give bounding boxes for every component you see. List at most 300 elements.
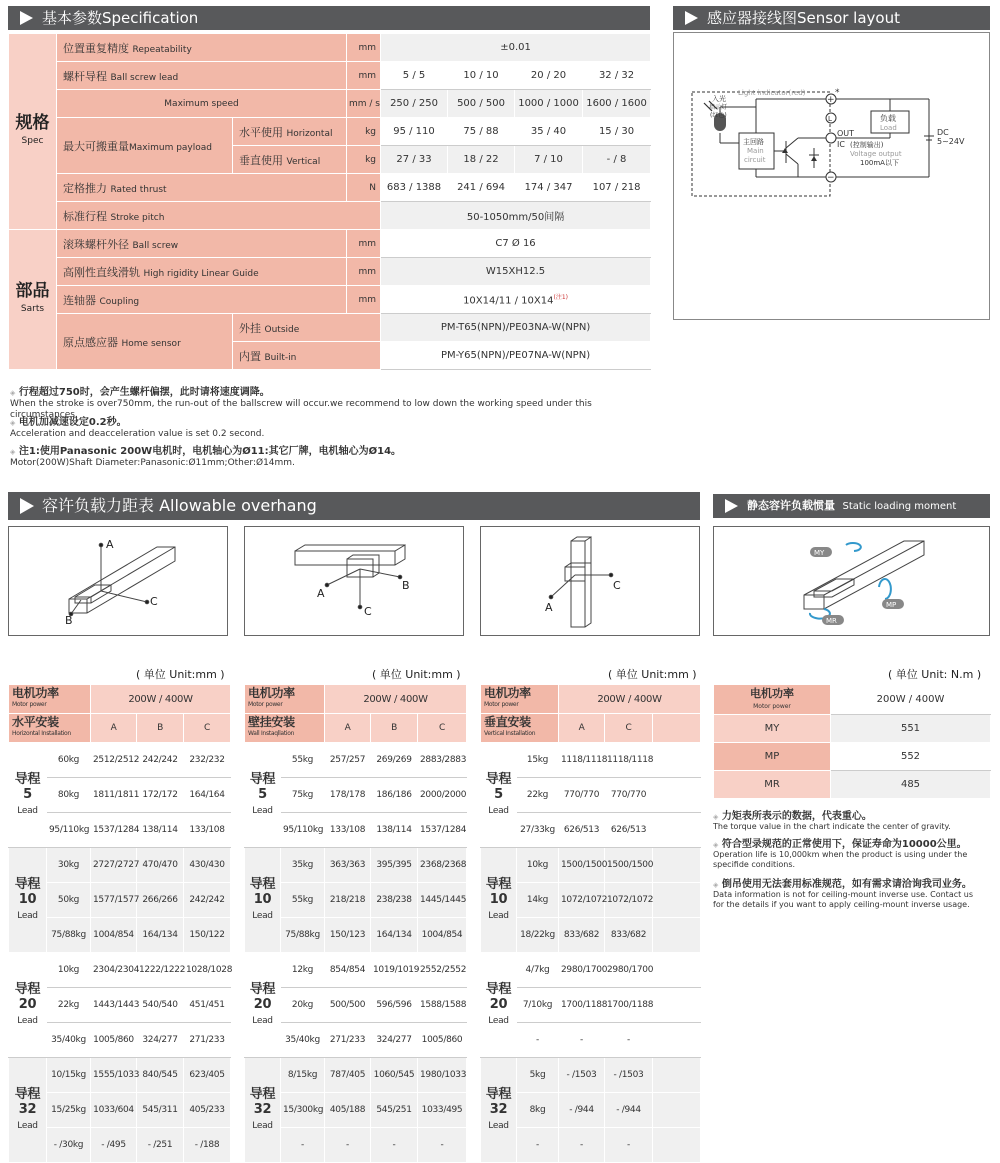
horizontal-label: 水平使用 Horizontal <box>233 118 347 146</box>
plus-mark: + <box>827 95 835 105</box>
builtin-label: 内置 Built-in <box>233 342 381 370</box>
cell: 95 / 110 <box>381 118 448 146</box>
value-cell: 451/451 <box>184 988 231 1023</box>
note-1: ◈ 行程超过750时，会产生螺杆偏摆，此时请将速度调降。 When the stroke is over750mm, the run-out of the ballscrew will occur.we recommend to low down the working speed under this circumstances. <box>10 387 592 420</box>
load-cell: 15/300kg <box>281 1093 325 1128</box>
label-mr: MR <box>826 617 837 625</box>
coupling-value: $10X14/11 / 10X14^{(注1)}$ <box>381 286 651 314</box>
moment-name: MP <box>714 743 831 771</box>
mount-label: 水平安装 Horizontal Installation <box>9 714 91 743</box>
label-a: A <box>545 601 553 614</box>
table-row <box>245 953 467 988</box>
load-en: Load <box>880 124 897 132</box>
unit: mm <box>347 34 381 62</box>
note-3: ◈ 注1:使用Panasonic 200W电机时，电机轴心为Ø11:其它厂牌，电机轴心为Ø14。 Motor(200W)Shaft Diameter:Panasonic:Ø11mm;Other:Ø14mm. <box>10 446 402 468</box>
moment-value: 485 <box>831 771 991 799</box>
unit-label-3: ( 单位 Unit:mm ) <box>608 668 697 681</box>
value-cell: 1443/1443 <box>91 988 137 1023</box>
value-cell: 395/395 <box>371 848 418 883</box>
cell: 500 / 500 <box>448 90 515 118</box>
value-cell: 1500/1500 <box>559 848 605 883</box>
thrust-label: 定格推力 Rated thrust <box>57 174 347 202</box>
minus-mark: − <box>827 173 835 183</box>
value-cell: 545/311 <box>137 1093 184 1128</box>
out-label: OUT <box>837 129 855 138</box>
coupling-label: 连轴器 Coupling <box>57 286 347 314</box>
cell: 241 / 694 <box>448 174 515 202</box>
blank-cell <box>653 848 701 883</box>
moment-note-1: ◈ 力矩表所表示的数据，代表重心。 The torque value in the chart indicate the center of gravity. <box>713 811 951 831</box>
sensor-title: 感应器接线图Sensor layout <box>707 9 900 27</box>
col-b: B <box>371 714 418 743</box>
value-cell: - <box>605 1023 653 1058</box>
cell: 32 / 32 <box>583 62 651 90</box>
value-cell: 2727/2727 <box>91 848 137 883</box>
cell: 1600 / 1600 <box>583 90 651 118</box>
label-c: C <box>364 605 372 618</box>
motor-label: 电机功率 Motor power <box>245 685 325 714</box>
cell: 1000 / 1000 <box>515 90 583 118</box>
value-cell: - /188 <box>184 1128 231 1163</box>
moment-value: 552 <box>831 743 991 771</box>
value-cell: 138/114 <box>137 813 184 848</box>
lead-label: 螺杆导程 Ball screw lead <box>57 62 347 90</box>
value-cell: 1072/1072 <box>605 883 653 918</box>
blank-cell <box>653 778 701 813</box>
guide-label: 高刚性直线滑轨 High rigidity Linear Guide <box>57 258 347 286</box>
arrow-icon <box>725 499 738 513</box>
value-cell: 1445/1445 <box>418 883 467 918</box>
value-cell: 770/770 <box>559 778 605 813</box>
cell: 75 / 88 <box>448 118 515 146</box>
side-parts: 部品 Sarts <box>9 230 57 370</box>
value-cell: 133/108 <box>184 813 231 848</box>
value-cell: 1005/860 <box>91 1023 137 1058</box>
label-c: C <box>613 579 621 592</box>
payload-label: 最大可搬重量Maximum payload <box>57 118 233 174</box>
value-cell: 271/233 <box>184 1023 231 1058</box>
blank-cell <box>653 918 701 953</box>
value-cell: 470/470 <box>137 848 184 883</box>
value-cell: 1005/860 <box>418 1023 467 1058</box>
load-cell: 75kg <box>281 778 325 813</box>
value-cell: 164/164 <box>184 778 231 813</box>
outside-value: PM-T65(NPN)/PE03NA-W(NPN) <box>381 314 651 342</box>
value-cell: 242/242 <box>137 743 184 778</box>
load-cell: 35kg <box>281 848 325 883</box>
label-b: B <box>65 614 73 627</box>
screw-value: C7 Ø 16 <box>381 230 651 258</box>
value-cell: 133/108 <box>325 813 371 848</box>
value-cell: 840/545 <box>137 1058 184 1093</box>
cell: 107 / 218 <box>583 174 651 202</box>
outside-label: 外挂 Outside <box>233 314 381 342</box>
light-indicator-label: Light indicator(red) <box>738 89 806 97</box>
main-en: Main <box>747 147 764 155</box>
load-cell: 27/33kg <box>517 813 559 848</box>
col-c: C <box>605 714 653 743</box>
label-mp: MP <box>886 601 897 609</box>
builtin-value: PM-Y65(NPN)/PE07NA-W(NPN) <box>381 342 651 370</box>
note-2: ◈ 电机加减速设定0.2秒。 Acceleration and deacceleration value is set 0.2 second. <box>10 417 265 439</box>
lead-cell: 导程 5 Lead <box>245 743 281 848</box>
value-cell: 2883/2883 <box>418 743 467 778</box>
load-cell: 15/25kg <box>47 1093 91 1128</box>
sensor-label: 原点感应器 Home sensor <box>57 314 233 370</box>
load-cell: 20kg <box>281 988 325 1023</box>
value-cell: 1033/604 <box>91 1093 137 1128</box>
motor-label: 电机功率 Motor power <box>481 685 559 714</box>
value-cell: 150/123 <box>325 918 371 953</box>
fig-wall <box>244 526 464 636</box>
value-cell: 2552/2552 <box>418 953 467 988</box>
value-cell: 1019/1019 <box>371 953 418 988</box>
value-cell: - /944 <box>559 1093 605 1128</box>
col-a: A <box>559 714 605 743</box>
load-cell: 14kg <box>517 883 559 918</box>
value-cell: 596/596 <box>371 988 418 1023</box>
value-cell: - /1503 <box>605 1058 653 1093</box>
moment-name: MY <box>714 715 831 743</box>
power-value: 200W / 400W <box>91 685 231 714</box>
blank-col <box>653 714 701 743</box>
value-cell: - <box>325 1128 371 1163</box>
moment-note-2: ◈ 符合型录规范的正常使用下，保证寿命为10000公里。 Operation life is 10,000km when the product is using under the specifide conditions. <box>713 839 968 869</box>
load-cell: 80kg <box>47 778 91 813</box>
repeat-value: ±0.01 <box>381 34 651 62</box>
value-cell: 405/188 <box>325 1093 371 1128</box>
lead-cell: 导程 20 Lead <box>9 953 47 1058</box>
ic-cn: (控制输出) <box>850 141 884 149</box>
load-cell: - <box>281 1128 325 1163</box>
table-row <box>245 1058 467 1093</box>
unit-label-2: ( 单位 Unit:mm ) <box>372 668 461 681</box>
value-cell: 2304/2304 <box>91 953 137 988</box>
label-my: MY <box>814 549 825 557</box>
value-cell: 257/257 <box>325 743 371 778</box>
blank-cell <box>653 1128 701 1163</box>
power-value: 200W / 400W <box>559 685 701 714</box>
table-row <box>481 953 701 988</box>
voltage-label: Voltage output <box>850 150 902 158</box>
value-cell: 1577/1577 <box>91 883 137 918</box>
blank-cell <box>653 953 701 988</box>
value-cell: 405/233 <box>184 1093 231 1128</box>
load-cell: 4/7kg <box>517 953 559 988</box>
value-cell: 1555/1033 <box>91 1058 137 1093</box>
load-cell: - /30kg <box>47 1128 91 1163</box>
blank-cell <box>653 1023 701 1058</box>
value-cell: 269/269 <box>371 743 418 778</box>
value-cell: 1980/1033 <box>418 1058 467 1093</box>
load-cn: 负载 <box>880 114 896 123</box>
label-c: C <box>150 595 158 608</box>
value-cell: 150/122 <box>184 918 231 953</box>
load-cell: 30kg <box>47 848 91 883</box>
value-cell: 833/682 <box>605 918 653 953</box>
cell: - / 8 <box>583 146 651 174</box>
speed-label: Maximum speed <box>57 90 347 118</box>
value-cell: 1004/854 <box>91 918 137 953</box>
value-cell: - <box>418 1128 467 1163</box>
table-row <box>481 743 701 778</box>
value-cell: 833/682 <box>559 918 605 953</box>
col-a: A <box>325 714 371 743</box>
arrow-icon <box>20 498 34 514</box>
table-row <box>245 743 467 778</box>
table-row <box>9 743 231 778</box>
moment-header <box>713 494 990 518</box>
value-cell: 164/134 <box>137 918 184 953</box>
moment-table <box>713 684 991 799</box>
cell: 250 / 250 <box>381 90 448 118</box>
value-cell: 1537/1284 <box>418 813 467 848</box>
col-c: C <box>184 714 231 743</box>
value-cell: 2980/1700 <box>605 953 653 988</box>
table-row <box>9 953 231 988</box>
motor-label: 电机功率 Motor power <box>9 685 91 714</box>
blank-cell <box>653 1093 701 1128</box>
value-cell: 1118/1118 <box>605 743 653 778</box>
main-cn: 主回路 <box>743 138 764 146</box>
value-cell: 2512/2512 <box>91 743 137 778</box>
value-cell: 2980/1700 <box>559 953 605 988</box>
load-cell: 18/22kg <box>517 918 559 953</box>
lead-cell: 导程 32 Lead <box>245 1058 281 1163</box>
value-cell: - <box>559 1023 605 1058</box>
light-cn: 指示灯 <box>709 104 728 111</box>
col-b: B <box>137 714 184 743</box>
stroke-value: 50-1050mm/50间隔 <box>381 202 651 230</box>
sensor-header <box>673 6 990 30</box>
mount-label: 垂直安装 Vertical Installation <box>481 714 559 743</box>
blank-cell <box>653 988 701 1023</box>
repeat-label: 位置重复精度 Repeatability <box>57 34 347 62</box>
value-cell: 1500/1500 <box>605 848 653 883</box>
moment-title: 静态容许负载惯量 <box>747 499 835 512</box>
unit: kg <box>347 146 381 174</box>
load-cell: 35/40kg <box>47 1023 91 1058</box>
value-cell: 1811/1811 <box>91 778 137 813</box>
cell: 5 / 5 <box>381 62 448 90</box>
dc-voltage: 5~24V <box>937 137 965 146</box>
unit: mm <box>347 286 381 314</box>
value-cell: - <box>371 1128 418 1163</box>
lead-cell: 导程 5 Lead <box>481 743 517 848</box>
value-cell: 178/178 <box>325 778 371 813</box>
fig-horizontal <box>8 526 228 636</box>
value-cell: 2368/2368 <box>418 848 467 883</box>
value-cell: - /944 <box>605 1093 653 1128</box>
spec-header <box>8 6 650 30</box>
unit: mm <box>347 230 381 258</box>
value-cell: - /251 <box>137 1128 184 1163</box>
light-cn: (红色) <box>710 112 727 119</box>
load-cell: 8kg <box>517 1093 559 1128</box>
value-cell: 2000/2000 <box>418 778 467 813</box>
lead-cell: 导程 32 Lead <box>9 1058 47 1163</box>
label-a: A <box>317 587 325 600</box>
cell: 20 / 20 <box>515 62 583 90</box>
value-cell: 626/513 <box>559 813 605 848</box>
arrow-icon <box>20 11 33 25</box>
light-cn: 入光 <box>712 95 726 103</box>
lead-cell: 导程 20 Lead <box>245 953 281 1058</box>
load-cell: 10kg <box>517 848 559 883</box>
value-cell: 787/405 <box>325 1058 371 1093</box>
overhang-table-wall <box>244 684 467 1163</box>
blank-cell <box>653 813 701 848</box>
value-cell: 232/232 <box>184 743 231 778</box>
value-cell: 164/134 <box>371 918 418 953</box>
col-c: C <box>418 714 467 743</box>
load-cell: 7/10kg <box>517 988 559 1023</box>
lead-cell: 导程 10 Lead <box>245 848 281 953</box>
value-cell: 218/218 <box>325 883 371 918</box>
value-cell: 1072/1072 <box>559 883 605 918</box>
blank-cell <box>653 1058 701 1093</box>
fig-moment <box>713 526 990 636</box>
fig-vertical <box>480 526 700 636</box>
load-cell: 12kg <box>281 953 325 988</box>
load-cell: 10kg <box>47 953 91 988</box>
value-cell: 1060/545 <box>371 1058 418 1093</box>
spec-title: 基本参数Specification <box>42 9 199 27</box>
overhang-header <box>8 492 700 520</box>
mount-label: 壁挂安装 Wall Instaqllation <box>245 714 325 743</box>
value-cell: 172/172 <box>137 778 184 813</box>
current-label: 100mA以下 <box>860 159 899 167</box>
load-cell: - <box>517 1128 559 1163</box>
value-cell: 545/251 <box>371 1093 418 1128</box>
value-cell: - <box>559 1128 605 1163</box>
load-cell: 75/88kg <box>281 918 325 953</box>
unit: mm <box>347 258 381 286</box>
l-mark: L <box>828 115 832 123</box>
arrow-icon <box>685 11 698 25</box>
unit-label-4: ( 单位 Unit: N.m ) <box>888 668 982 681</box>
col-a: A <box>91 714 137 743</box>
unit-label-1: ( 单位 Unit:mm ) <box>136 668 225 681</box>
sensor-diagram <box>674 33 989 319</box>
value-cell: 242/242 <box>184 883 231 918</box>
moment-title-en: Static loading moment <box>842 501 957 512</box>
load-cell: 75/88kg <box>47 918 91 953</box>
unit: N <box>347 174 381 202</box>
lead-cell: 导程 5 Lead <box>9 743 47 848</box>
load-cell: 55kg <box>281 743 325 778</box>
blank-cell <box>653 743 701 778</box>
star-mark: * <box>835 88 840 98</box>
value-cell: 271/233 <box>325 1023 371 1058</box>
overhang-title: 容许负载力距表 Allowable overhang <box>42 496 317 515</box>
cell: 683 / 1388 <box>381 174 448 202</box>
cell: 15 / 30 <box>583 118 651 146</box>
table-row <box>9 1058 231 1093</box>
value-cell: 1588/1588 <box>418 988 467 1023</box>
value-cell: 770/770 <box>605 778 653 813</box>
table-row <box>245 848 467 883</box>
cell: 7 / 10 <box>515 146 583 174</box>
value-cell: 854/854 <box>325 953 371 988</box>
load-cell: - <box>517 1023 559 1058</box>
lead-cell: 导程 20 Lead <box>481 953 517 1058</box>
spec-table <box>8 33 651 370</box>
dc-label: DC <box>937 128 949 137</box>
table-row <box>9 848 231 883</box>
lead-cell: 导程 10 Lead <box>9 848 47 953</box>
load-cell: 15kg <box>517 743 559 778</box>
load-cell: 22kg <box>47 988 91 1023</box>
value-cell: 324/277 <box>371 1023 418 1058</box>
value-cell: 1222/1222 <box>137 953 184 988</box>
screw-label: 滚珠螺杆外径 Ball screw <box>57 230 347 258</box>
lead-cell: 导程 10 Lead <box>481 848 517 953</box>
power-value: 200W / 400W <box>325 685 467 714</box>
value-cell: 138/114 <box>371 813 418 848</box>
sensor-diagram-box <box>673 32 990 320</box>
unit: mm <box>347 62 381 90</box>
value-cell: 623/405 <box>184 1058 231 1093</box>
value-cell: 363/363 <box>325 848 371 883</box>
cell: 10 / 10 <box>448 62 515 90</box>
side-spec: 规格 Spec <box>9 34 57 230</box>
value-cell: - <box>605 1128 653 1163</box>
value-cell: 1004/854 <box>418 918 467 953</box>
value-cell: 1537/1284 <box>91 813 137 848</box>
value-cell: 500/500 <box>325 988 371 1023</box>
value-cell: 540/540 <box>137 988 184 1023</box>
out-terminal <box>826 133 836 143</box>
load-cell: 60kg <box>47 743 91 778</box>
load-cell: 35/40kg <box>281 1023 325 1058</box>
cell: 35 / 40 <box>515 118 583 146</box>
label-b: B <box>402 579 410 592</box>
load-cell: 8/15kg <box>281 1058 325 1093</box>
value-cell: 1033/495 <box>418 1093 467 1128</box>
value-cell: 430/430 <box>184 848 231 883</box>
value-cell: 1700/1188 <box>605 988 653 1023</box>
unit: mm / s <box>347 90 381 118</box>
table-row <box>481 1058 701 1093</box>
value-cell: 626/513 <box>605 813 653 848</box>
value-cell: 324/277 <box>137 1023 184 1058</box>
load-cell: 55kg <box>281 883 325 918</box>
ic-label: IC <box>837 140 845 149</box>
value-cell: 266/266 <box>137 883 184 918</box>
load-cell: 22kg <box>517 778 559 813</box>
value-cell: 186/186 <box>371 778 418 813</box>
value-cell: 1028/1028 <box>184 953 231 988</box>
cell: 27 / 33 <box>381 146 448 174</box>
value-cell: 1118/1118 <box>559 743 605 778</box>
vertical-label: 垂直使用 Vertical <box>233 146 347 174</box>
value-cell: - /495 <box>91 1128 137 1163</box>
cell: 18 / 22 <box>448 146 515 174</box>
lead-cell: 导程 32 Lead <box>481 1058 517 1163</box>
power-value: 200W / 400W <box>831 685 991 715</box>
blank-cell <box>653 883 701 918</box>
load-cell: 10/15kg <box>47 1058 91 1093</box>
guide-value: W15XH12.5 <box>381 258 651 286</box>
cell: 174 / 347 <box>515 174 583 202</box>
moment-value: 551 <box>831 715 991 743</box>
table-row <box>481 848 701 883</box>
unit: kg <box>347 118 381 146</box>
moment-note-3: ◈ 倒吊使用无法套用标准规范，如有需求请洽询我司业务。 Data information is not for ceiling-mount inverse use. Contact us for the details if you want to apply ceiling-mount inverse usage. <box>713 879 974 909</box>
moment-name: MR <box>714 771 831 799</box>
load-cell: 95/110kg <box>47 813 91 848</box>
